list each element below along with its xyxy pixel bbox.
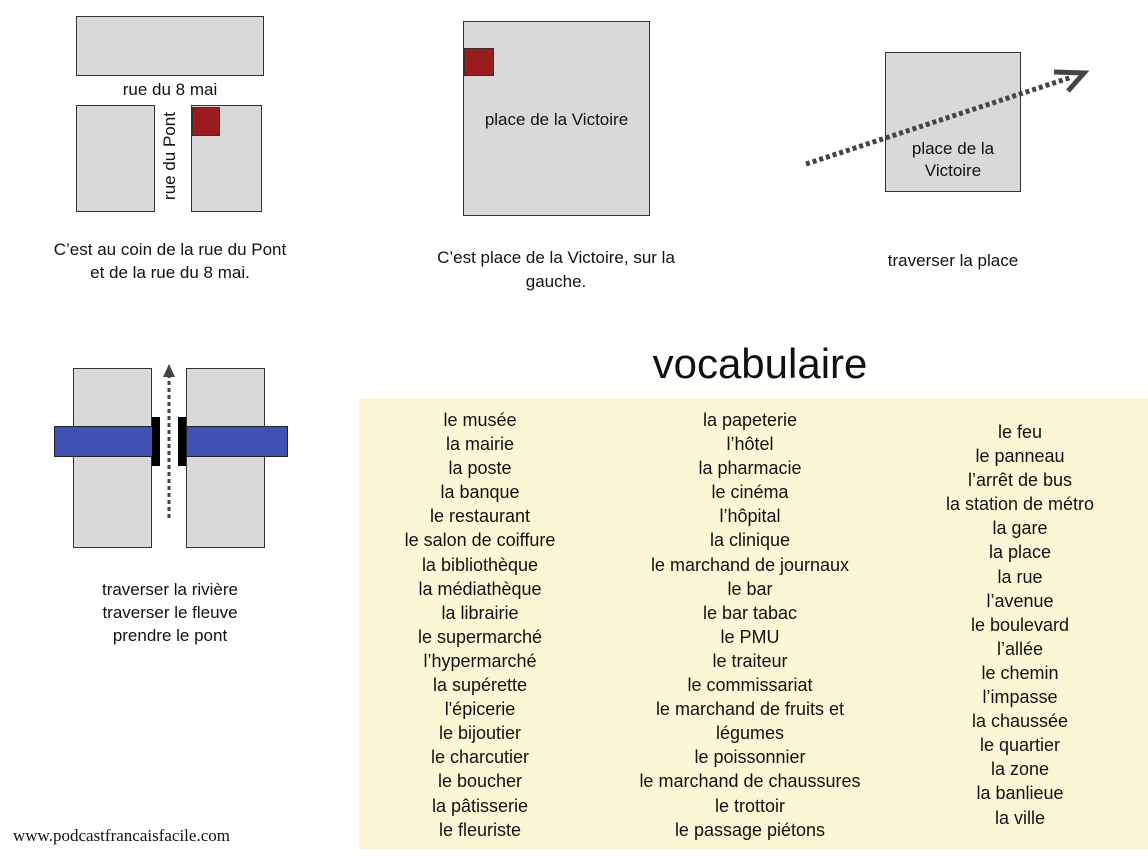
street-label-pont: rue du Pont [160, 112, 179, 200]
vocabulary-column-2 [620, 408, 880, 842]
vocabulary-item: la clinique [709, 530, 791, 551]
vocabulary-item: le passage piétons [674, 819, 826, 840]
vocabulary-item: la banque [440, 482, 520, 503]
footer-url: www.podcastfrancaisfacile.com [13, 826, 230, 845]
vocabulary-item: la place [988, 542, 1052, 563]
vocabulary-item: l’hypermarché [423, 650, 537, 671]
vocabulary-item: le restaurant [429, 506, 531, 527]
cross-square-caption: traverser la place [887, 251, 1019, 270]
dotted-arrow-icon [800, 60, 1100, 180]
cross-square-label-line1: place de la [911, 139, 995, 158]
bridge-rail-right [178, 417, 186, 466]
vocabulary-item: le poissonnier [694, 747, 806, 768]
vocabulary-item: la zone [990, 759, 1050, 780]
vocabulary-item: la mairie [445, 434, 515, 455]
vocabulary-item: l’avenue [986, 590, 1054, 611]
corner-caption-line1: C’est au coin de la rue du Pont [53, 240, 287, 259]
building-left [76, 105, 155, 212]
river-right [186, 426, 288, 457]
vocabulary-item: l'épicerie [444, 699, 516, 720]
vocabulary-item: le cinéma [711, 482, 789, 503]
vocabulary-item: le commissariat [687, 675, 813, 696]
vocabulary-item: l’allée [996, 638, 1044, 659]
vocabulary-item: le charcutier [430, 747, 530, 768]
riverbank-left [73, 368, 152, 548]
square-caption-line1: C’est place de la Victoire, sur la [437, 248, 675, 267]
vocabulary-item: l’impasse [982, 687, 1058, 708]
building-top [76, 16, 264, 76]
vocabulary-item: le bar tabac [702, 602, 798, 623]
vocabulary-column-3 [905, 420, 1135, 830]
vocabulary-item: la médiathèque [418, 578, 542, 599]
square-caption-line2: gauche. [525, 272, 587, 291]
cross-square-label-line2: Victoire [924, 161, 982, 180]
riverbank-right [186, 368, 265, 548]
vocabulary-item: le traiteur [712, 650, 788, 671]
vocabulary-item: la poste [448, 458, 512, 479]
dotted-arrow-up-icon [159, 362, 179, 522]
vocabulary-item: l’hôtel [726, 434, 774, 455]
vocabulary-item: le PMU [720, 626, 780, 647]
vocabulary-item: la librairie [441, 602, 519, 623]
vocabulary-item: le marchand de journaux [650, 554, 850, 575]
square-label: place de la Victoire [484, 110, 629, 129]
vocabulary-item: l’hôpital [719, 506, 781, 527]
vocabulary-item: la papeterie [702, 410, 798, 430]
vocabulary-item: la rue [997, 566, 1043, 587]
vocabulary-item: la station de métro [945, 494, 1095, 515]
vocabulary-item: le salon de coiffure [404, 530, 556, 551]
vocabulary-item: le marchand de chaussures [639, 771, 861, 792]
location-marker [192, 107, 220, 136]
bridge-caption-line3: prendre le pont [112, 626, 228, 645]
vocabulary-item: le marchand de fruits et [655, 699, 845, 720]
vocabulary-item: le bijoutier [438, 723, 522, 744]
vocabulary-item: le boucher [437, 771, 523, 792]
vocabulary-item: la gare [992, 518, 1048, 539]
street-label-8-mai: rue du 8 mai [122, 80, 218, 99]
vocabulary-item: le bar [727, 578, 773, 599]
vocabulary-item: le musée [443, 410, 517, 430]
vocabulary-column-1 [370, 408, 590, 842]
vocabulary-item: le trottoir [714, 795, 786, 816]
vocabulary-item: le panneau [975, 446, 1065, 467]
vocabulary-item: légumes [715, 723, 785, 744]
vocabulary-item: la pâtisserie [431, 795, 529, 816]
vocabulary-item: le supermarché [417, 626, 543, 647]
vocabulary-item: le boulevard [970, 614, 1070, 635]
vocabulary-item: la pharmacie [698, 458, 802, 479]
vocabulary-item: la bibliothèque [421, 554, 539, 575]
location-marker [464, 48, 494, 76]
vocabulary-item: le quartier [979, 735, 1061, 756]
vocabulary-item: le fleuriste [438, 819, 522, 840]
vocabulary-item: la ville [994, 807, 1046, 828]
vocabulary-item: l’arrêt de bus [967, 470, 1073, 491]
bridge-caption-line2: traverser le fleuve [102, 603, 238, 622]
vocabulary-title: vocabulaire [652, 340, 868, 387]
bridge-caption-line1: traverser la rivière [101, 580, 239, 599]
vocabulary-item: la supérette [432, 675, 528, 696]
vocabulary-item: le chemin [981, 662, 1059, 683]
vocabulary-item: la banlieue [976, 783, 1064, 804]
vocabulary-item: le feu [997, 422, 1043, 442]
corner-caption-line2: et de la rue du 8 mai. [90, 263, 250, 282]
vocabulary-item: la chaussée [971, 711, 1069, 732]
river-left [54, 426, 154, 457]
